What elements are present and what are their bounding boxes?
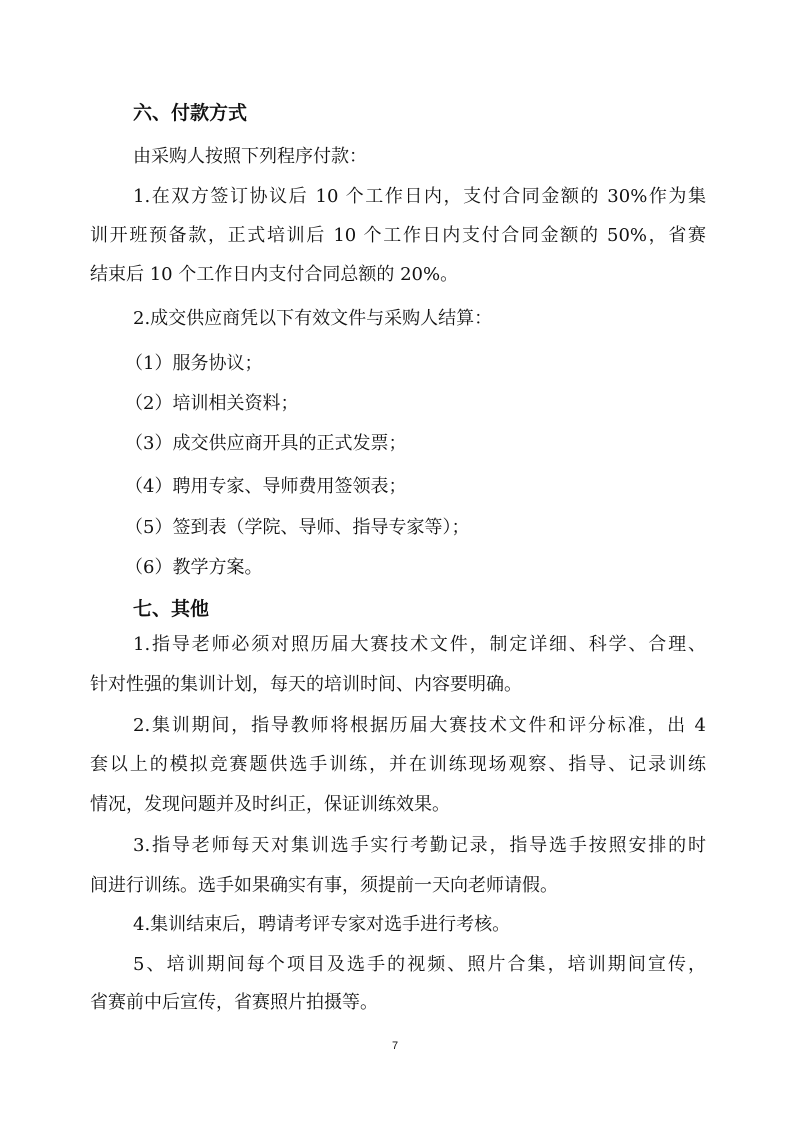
paragraph: 4.集训结束后，聘请考评专家对选手进行考核。	[133, 914, 511, 935]
page-number: 7	[392, 1040, 399, 1052]
list-item: （2）培训相关资料；	[125, 393, 299, 414]
paragraph-line: 间进行训练。选手如果确实有事，须提前一天向老师请假。	[90, 875, 558, 896]
paragraph-line: 结束后 10 个工作日内支付合同总额的 20%。	[90, 264, 459, 285]
list-item: （5）签到表（学院、导师、指导专家等）；	[125, 517, 470, 538]
paragraph: 由采购人按照下列程序付款：	[133, 146, 367, 167]
list-item: （1）服务协议；	[125, 353, 263, 374]
paragraph-line: 1.指导老师必须对照历届大赛技术文件，制定详细、科学、合理、	[133, 634, 706, 655]
list-item: （4）聘用专家、导师费用签领表；	[125, 476, 407, 497]
paragraph-line: 情况，发现问题并及时纠正，保证训练效果。	[90, 794, 450, 815]
paragraph-line: 针对性强的集训计划，每天的培训时间、内容要明确。	[90, 674, 522, 695]
paragraph-line: 2.集训期间，指导教师将根据历届大赛技术文件和评分标准，出 4	[133, 715, 706, 736]
section-6-heading: 六、付款方式	[133, 102, 248, 124]
paragraph-line: 5、培训期间每个项目及选手的视频、照片合集，培训期间宣传，	[133, 954, 706, 975]
list-item: （6）教学方案。	[125, 557, 263, 578]
list-item: （3）成交供应商开具的正式发票；	[125, 433, 407, 454]
paragraph-line: 套以上的模拟竞赛题供选手训练，并在训练现场观察、指导、记录训练	[90, 754, 706, 775]
paragraph-line: 1.在双方签订协议后 10 个工作日内，支付合同金额的 30%作为集	[133, 186, 706, 207]
paragraph-line: 省赛前中后宣传，省赛照片拍摄等。	[90, 992, 378, 1013]
paragraph-line: 3.指导老师每天对集训选手实行考勤记录，指导选手按照安排的时	[133, 835, 706, 856]
paragraph: 2.成交供应商凭以下有效文件与采购人结算：	[133, 308, 493, 329]
section-7-heading: 七、其他	[133, 598, 210, 620]
paragraph-line: 训开班预备款，正式培训后 10 个工作日内支付合同金额的 50%，省赛	[90, 225, 706, 246]
